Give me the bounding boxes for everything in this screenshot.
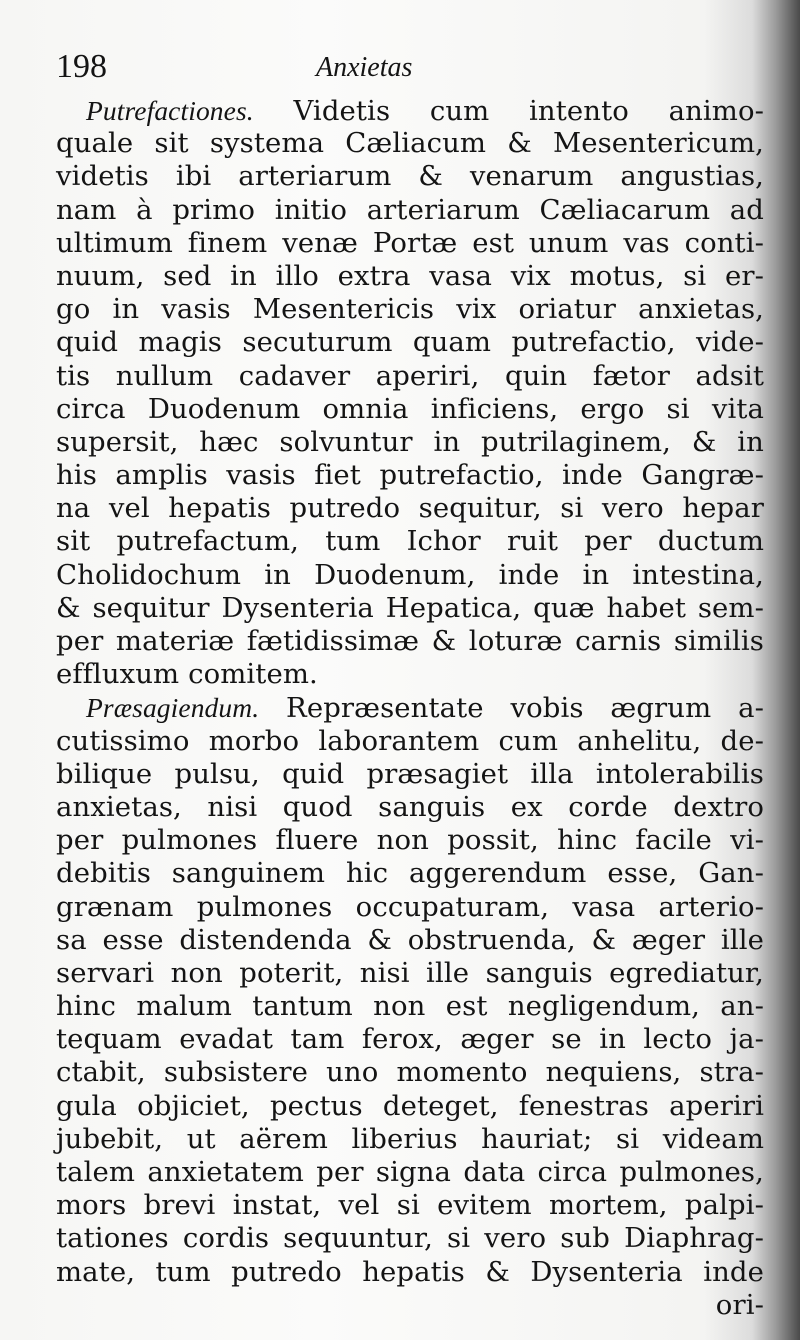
section-lead: Præsagiendum.: [86, 692, 260, 724]
paragraph-praesagiendum: [56, 691, 764, 1288]
paragraph-line: per materiæ fætidissimæ & loturæ carnis similis: [56, 625, 764, 657]
paragraph-line: sit putrefactum, tum Ichor ruit per ductum: [56, 525, 764, 558]
paragraph-line: his amplis vasis fiet putrefactio, inde Gangræ-: [56, 459, 764, 492]
paragraph-line: bilique pulsu, quid præsagiet illa intolerabilis: [56, 757, 764, 790]
paragraph-line: tequam evadat tam ferox, æger se in lecto ja-: [56, 1023, 764, 1056]
paragraph-line: [56, 94, 764, 127]
paragraph-line: tationes cordis sequuntur, si vero sub Diaphrag-: [56, 1222, 764, 1255]
page-header: [56, 48, 764, 94]
paragraph-line: effluxum comitem.: [56, 658, 318, 691]
paragraph-line: debitis sanguinem hic aggerendum esse, Gan-: [56, 857, 764, 890]
catchword: ori-: [715, 1288, 764, 1321]
line-text: Repræsentate vobis ægrum a-: [259, 692, 764, 725]
paragraph-line: grænam pulmones occupaturam, vasa arterio-: [56, 890, 764, 923]
running-head: Anxietas: [316, 52, 413, 83]
paragraph-line: tis nullum cadaver aperiri, quin fætor adsit: [56, 359, 764, 392]
paragraph-line: [56, 691, 764, 724]
paragraph-line: hinc malum tantum non est negligendum, an-: [56, 990, 764, 1023]
paragraph-line: sa esse distendenda & obstruenda, & æger ille: [56, 923, 764, 956]
paragraph-line: nuum, sed in illo extra vasa vix motus, si er-: [56, 259, 764, 292]
paragraph-line: per pulmones fluere non possit, hinc facile vi-: [56, 824, 764, 857]
paragraph-line: go in vasis Mesentericis vix oriatur anxietas,: [56, 293, 764, 326]
paragraph-line: & sequitur Dysenteria Hepatica, quæ habet sem-: [56, 591, 764, 624]
paragraph-line: servari non poterit, nisi ille sanguis egrediatur,: [56, 956, 764, 989]
paragraph-line: Cholidochum in Duodenum, inde in intestina,: [56, 558, 764, 591]
paragraph-line: mors brevi instat, vel si evitem mortem, palpi-: [56, 1189, 764, 1222]
paragraph-line: gula objiciet, pectus deteget, fenestras aperiri: [56, 1089, 764, 1122]
paragraph-line: mate, tum putredo hepatis & Dysenteria inde: [56, 1255, 764, 1288]
section-lead: Putrefactiones.: [86, 95, 254, 126]
line-text: Videtis cum intento animo-: [253, 95, 764, 127]
paragraph-line: cutissimo morbo laborantem cum anhelitu, de-: [56, 724, 764, 757]
paragraph-line: talem anxietatem per signa data circa pulmones,: [56, 1156, 764, 1188]
paragraph-line: videtis ibi arteriarum & venarum angustias,: [56, 160, 764, 193]
paragraph-line: nam à primo initio arteriarum Cæliacarum ad: [56, 193, 764, 226]
paragraph-putrefactiones: [56, 94, 764, 691]
paragraph-line: circa Duodenum omnia inficiens, ergo si vita: [56, 392, 764, 425]
paragraph-line: jubebit, ut aërem liberius hauriat; si videam: [56, 1122, 764, 1155]
paragraph-line: supersit, hæc solvuntur in putrilaginem, & in: [56, 425, 764, 458]
text-block: [56, 48, 764, 1322]
page-number: 198: [56, 48, 107, 85]
paragraph-line: quid magis secuturum quam putrefactio, vide-: [56, 326, 764, 359]
paragraph-line: na vel hepatis putredo sequitur, si vero hepar: [56, 492, 764, 525]
paragraph-line: quale sit systema Cæliacum & Mesentericum,: [56, 127, 764, 160]
paragraph-line: ultimum finem venæ Portæ est unum vas conti-: [56, 226, 764, 259]
paragraph-line: anxietas, nisi quod sanguis ex corde dextro: [56, 790, 764, 823]
paragraph-line: ctabit, subsistere uno momento nequiens, stra-: [56, 1056, 764, 1089]
